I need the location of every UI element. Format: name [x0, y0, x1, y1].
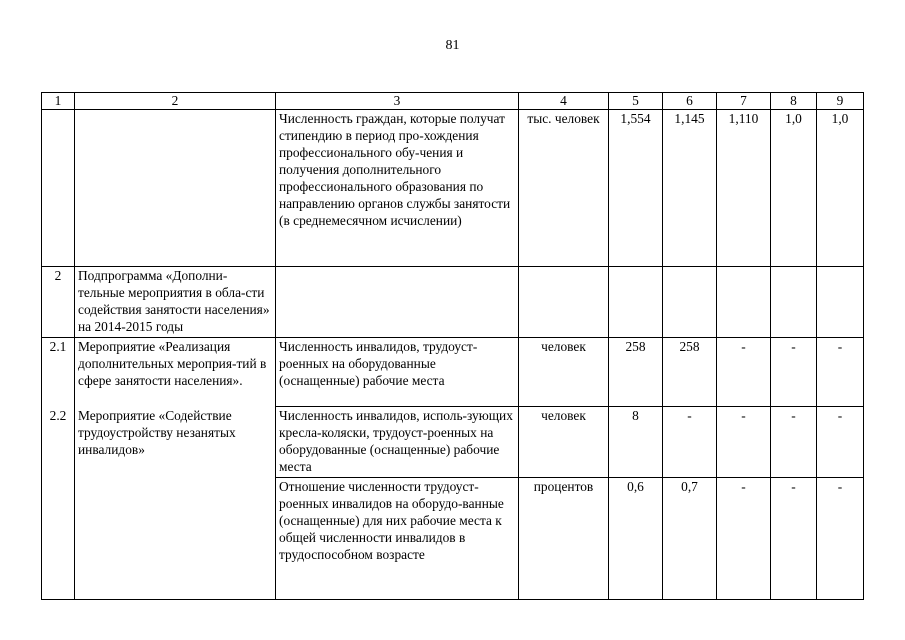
header-cell-8: 8	[771, 93, 817, 110]
header-cell-5: 5	[609, 93, 663, 110]
indicator-cell: Численность инвалидов, трудоуст-роенных на оборудованные (оснащенные) рабочие места	[276, 338, 519, 407]
page-number: 81	[445, 38, 460, 53]
value-cell-6: -	[663, 407, 717, 478]
table-row	[42, 110, 864, 267]
table-row	[42, 407, 864, 478]
value-cell-7: 1,110	[717, 110, 771, 267]
value-cell-7: -	[717, 407, 771, 478]
value-cell-9: 1,0	[817, 110, 864, 267]
row-number-cell: 2.1	[42, 338, 75, 407]
header-row	[42, 93, 864, 110]
value-cell-9: -	[817, 407, 864, 478]
header-cell-3: 3	[276, 93, 519, 110]
value-cell-8: -	[771, 338, 817, 407]
value-cell-6: 0,7	[663, 478, 717, 600]
value-cell-8: -	[771, 407, 817, 478]
program-indicators-table	[41, 92, 864, 600]
value-cell-9: -	[817, 338, 864, 407]
indicator-cell: Отношение численности трудоуст-роенных инвалидов на оборудо-ванные (оснащенные) для них рабочие места к общей численности инвалидов в трудоспособном возрасте	[276, 478, 519, 600]
measure-name-cell: Мероприятие «Содействие трудоустройству незанятых инвалидов»	[75, 407, 276, 478]
measure-name-cell: Мероприятие «Реализация дополнительных мероприя-тий в сфере занятости населения».	[75, 338, 276, 407]
value-cell-6: 258	[663, 338, 717, 407]
header-cell-7: 7	[717, 93, 771, 110]
unit-cell: человек	[519, 407, 609, 478]
value-cell-7: -	[717, 478, 771, 600]
value-cell-8: 1,0	[771, 110, 817, 267]
header-cell-1: 1	[42, 93, 75, 110]
header-cell-9: 9	[817, 93, 864, 110]
row-number-cell: 2	[42, 267, 75, 338]
value-cell-8: -	[771, 478, 817, 600]
unit-cell: процентов	[519, 478, 609, 600]
row-number-cell: 2.2	[42, 407, 75, 478]
unit-cell: тыс. человек	[519, 110, 609, 267]
header-cell-6: 6	[663, 93, 717, 110]
value-cell-5: 0,6	[609, 478, 663, 600]
value-cell-5: 258	[609, 338, 663, 407]
table-row	[42, 338, 864, 407]
value-cell-6: 1,145	[663, 110, 717, 267]
unit-cell: человек	[519, 338, 609, 407]
measure-name-cell	[75, 110, 276, 267]
row-number-cell	[42, 110, 75, 267]
subprogram-name-cell: Подпрограмма «Дополни-тельные мероприятия в обла-сти содействия занятости населения» на 2014-2015 годы	[75, 267, 276, 338]
table-row	[42, 478, 864, 600]
indicator-cell: Численность инвалидов, исполь-зующих кресла-коляски, трудоуст-роенных на оборудованные (оснащенные) рабочие места	[276, 407, 519, 478]
value-cell-5: 8	[609, 407, 663, 478]
indicator-cell: Численность граждан, которые получат стипендию в период про-хождения профессионального обу-чения и получения дополнительного профессионального образования по направлению органов службы занятости (в среднемесячном исчислении)	[276, 110, 519, 267]
value-cell-9: -	[817, 478, 864, 600]
table-row	[42, 267, 864, 338]
header-cell-2: 2	[75, 93, 276, 110]
value-cell-5: 1,554	[609, 110, 663, 267]
value-cell-7: -	[717, 338, 771, 407]
header-cell-4: 4	[519, 93, 609, 110]
